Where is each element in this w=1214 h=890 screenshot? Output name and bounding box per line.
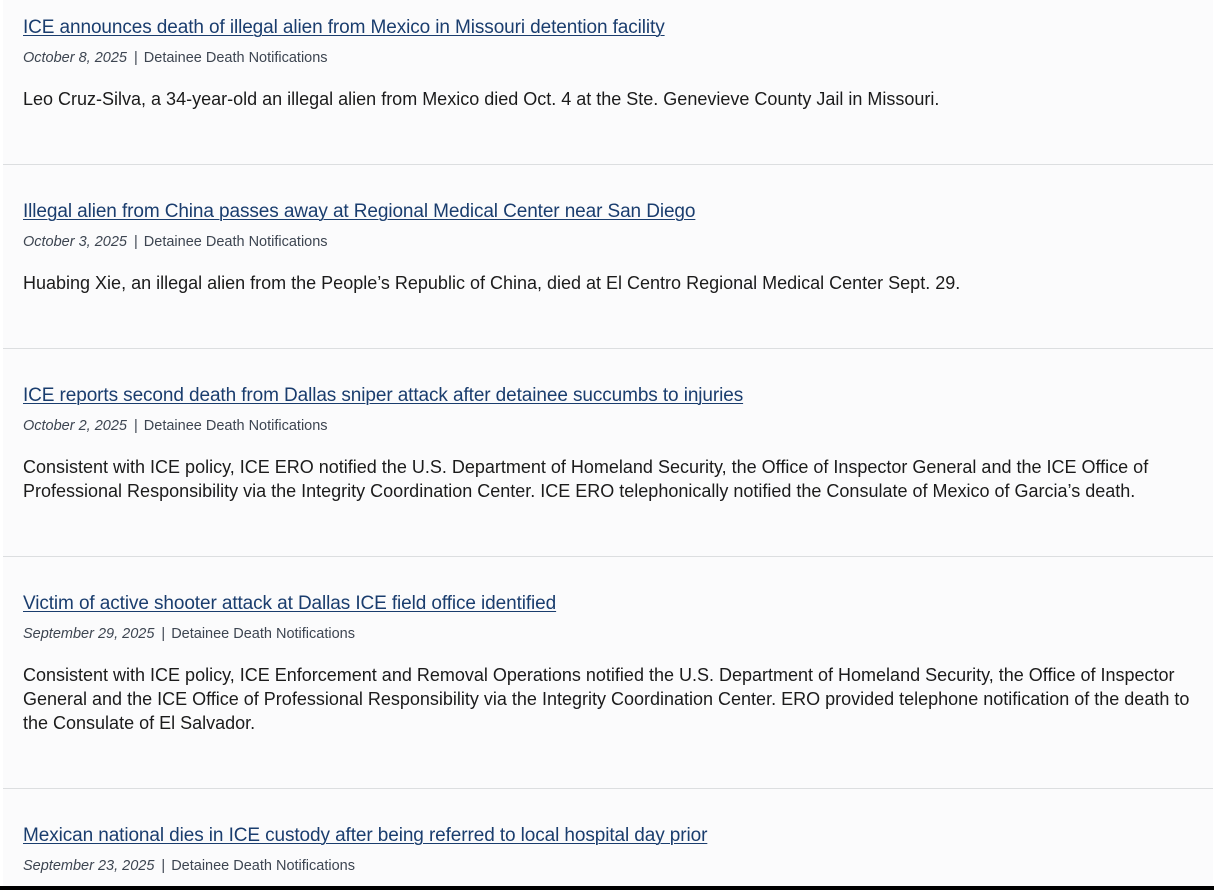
article-summary: Huabing Xie, an illegal alien from the People’s Republic of China, died at El Centro Regional Medical Center Sept. 29. (23, 273, 961, 293)
article-title-link[interactable]: Mexican national dies in ICE custody after being referred to local hospital day prior (23, 825, 708, 846)
window-bottom-edge (0, 886, 1214, 890)
article-date: October 8, 2025 (23, 50, 127, 66)
meta-separator: | (161, 626, 166, 642)
article-meta (23, 416, 1193, 436)
article-summary: Leo Cruz-Silva, a 34-year-old an illegal alien from Mexico died Oct. 4 at the Ste. Genevieve County Jail in Missouri. (23, 89, 940, 109)
article-meta (23, 48, 1193, 68)
article-summary: Consistent with ICE policy, ICE Enforcement and Removal Operations notified the U.S. Department of Homeland Security, the Office of Inspector General and the ICE Office of Professional Responsibility via the Integrity Coordination Center. ERO provided telephone notification of the death to the Consulate of El Salvador. (23, 665, 1190, 733)
article-date: September 29, 2025 (23, 626, 155, 642)
article-category: Detainee Death Notifications (171, 626, 355, 642)
article-title-link[interactable]: ICE reports second death from Dallas sniper attack after detainee succumbs to injuries (23, 385, 744, 406)
article-title-link[interactable]: ICE announces death of illegal alien from Mexico in Missouri detention facility (23, 17, 665, 38)
article-category: Detainee Death Notifications (143, 418, 328, 434)
article-date: October 2, 2025 (23, 418, 127, 434)
meta-separator: | (134, 418, 138, 434)
article-title-link[interactable]: Illegal alien from China passes away at Regional Medical Center near San Diego (23, 201, 696, 222)
article-meta (23, 232, 1193, 252)
list-item (3, 789, 1213, 886)
article-category: Detainee Death Notifications (143, 50, 328, 66)
article-meta (23, 856, 1193, 876)
news-list (3, 0, 1213, 886)
article-title-link[interactable]: Victim of active shooter attack at Dallas ICE field office identified (23, 593, 557, 614)
article-meta (23, 624, 1193, 644)
list-item (3, 165, 1213, 349)
list-item (3, 0, 1213, 165)
meta-separator: | (134, 50, 138, 66)
article-summary: Consistent with ICE policy, ICE ERO notified the U.S. Department of Homeland Security, the Office of Inspector General and the ICE Office of Professional Responsibility via the Integrity Coordination Center. ICE ERO telephonically notified the Consulate of Mexico of Garcia’s death. (23, 457, 1149, 501)
article-category: Detainee Death Notifications (171, 858, 355, 874)
meta-separator: | (134, 234, 138, 250)
article-date: September 23, 2025 (23, 858, 155, 874)
article-category: Detainee Death Notifications (143, 234, 328, 250)
article-date: October 3, 2025 (23, 234, 127, 250)
list-item (3, 349, 1213, 557)
meta-separator: | (161, 858, 166, 874)
list-item (3, 557, 1213, 789)
